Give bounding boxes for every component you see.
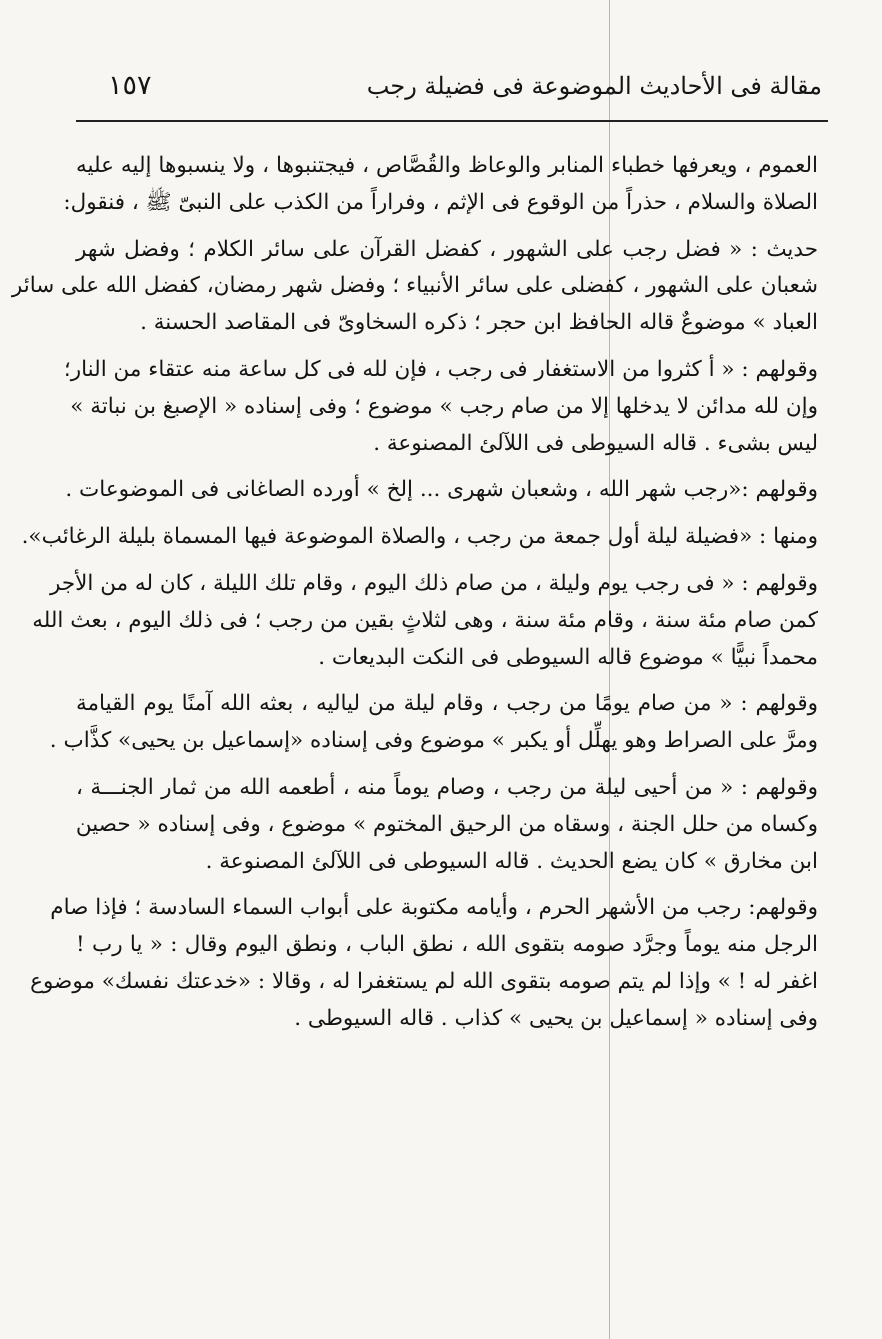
- text-line: وقولهم : « من أحيى ليلة من رجب ، وصام يوماً منه ، أطعمه الله من ثمار الجنـــة ،: [76, 774, 818, 800]
- text-line: حديث : « فضل رجب على الشهور ، كفضل القرآن على سائر الكلام ؛ وفضل شهر: [76, 236, 818, 262]
- text-line: محمداً نبيًّا » موضوع قاله السيوطى فى النكت البديعات .: [318, 644, 818, 670]
- paragraph: [76, 770, 818, 880]
- paragraph: [49, 686, 818, 760]
- text-line: وقولهم : « فى رجب يوم وليلة ، من صام ذلك اليوم ، وقام تلك الليلة ، كان له من الأجر: [49, 570, 818, 596]
- text-line: وقولهم: رجب من الأشهر الحرم ، وأيامه مكتوبة على أبواب السماء السادسة ؛ فإذا صام: [50, 895, 818, 921]
- text-line: الرجل منه يوماً وجرَّد صومه بتقوى الله ، نطق الباب ، ونطق اليوم وقال : « يا رب !: [76, 932, 818, 958]
- paragraph: [65, 472, 818, 509]
- body-text: [11, 148, 818, 1038]
- paragraph: [63, 352, 818, 462]
- paragraph: [21, 519, 818, 556]
- running-title: مقالة فى الأحاديث الموضوعة فى فضيلة رجب: [366, 72, 822, 100]
- text-line: ومنها : «فضيلة ليلة أول جمعة من رجب ، والصلاة الموضوعة فيها المسماة بليلة الرغائب».: [21, 524, 818, 550]
- header-rule: [76, 120, 828, 122]
- text-line: وإن لله مدائن لا يدخلها إلا من صام رجب » موضوع ؛ وفى إسناده « الإصبغ بن نباتة »: [70, 393, 818, 419]
- text-line: العموم ، ويعرفها خطباء المنابر والوعاظ والقُصَّاص ، فيجتنبوها ، ولا ينسبوها إليه عليه: [76, 153, 818, 178]
- text-line: وفى إسناده « إسماعيل بن يحيى » كذاب . قاله السيوطى .: [294, 1005, 818, 1031]
- page-number: ١٥٧: [108, 70, 152, 101]
- text-line: الصلاة والسلام ، حذراً من الوقوع فى الإثم ، وفراراً من الكذب على النبىّ ﷺ ، فنقول:: [63, 189, 818, 215]
- text-line: اغفر له ! » وإذا لم يتم صومه بتقوى الله لم يستغفرا له ، وقالا : «خدعتك نفسك» موضوع: [30, 968, 818, 994]
- text-line: كمن صام مئة سنة ، وقام مئة سنة ، وهى لثلاثٍ بقين من رجب ؛ فى ذلك اليوم ، بعث الله: [32, 607, 818, 633]
- text-line: وقولهم :«رجب شهر الله ، وشعبان شهرى ... إلخ » أورده الصاغانى فى الموضوعات .: [65, 477, 818, 503]
- text-line: ليس بشىء . قاله السيوطى فى اللآلئ المصنوعة .: [373, 430, 818, 456]
- paragraph: [32, 566, 818, 676]
- text-line: ابن مخارق » كان يضع الحديث . قاله السيوطى فى اللآلئ المصنوعة .: [205, 848, 818, 874]
- text-line: شعبان على الشهور ، كفضلى على سائر الأنبياء ؛ وفضل شهر رمضان، كفضل الله على سائر: [11, 273, 818, 299]
- text-line: العباد » موضوعٌ قاله الحافظ ابن حجر ؛ ذكره السخاوىّ فى المقاصد الحسنة .: [140, 310, 818, 336]
- text-line: وقولهم : « من صام يومًا من رجب ، وقام ليلة من لياليه ، بعثه الله آمنًا يوم القيامة: [76, 691, 818, 717]
- page-header: [108, 70, 822, 110]
- text-line: ومرَّ على الصراط وهو يهلِّل أو يكبر » موضوع وفى إسناده «إسماعيل بن يحيى» كذَّاب .: [49, 728, 818, 754]
- paragraph: [11, 232, 818, 342]
- text-line: وقولهم : « أ كثروا من الاستغفار فى رجب ، فإن لله فى كل ساعة منه عتقاء من النار؛: [63, 356, 818, 382]
- text-line: وكساه من حلل الجنة ، وسقاه من الرحيق المختوم » موضوع ، وفى إسناده « حصين: [75, 811, 818, 837]
- paragraph: [30, 890, 818, 1037]
- paragraph: [63, 148, 818, 222]
